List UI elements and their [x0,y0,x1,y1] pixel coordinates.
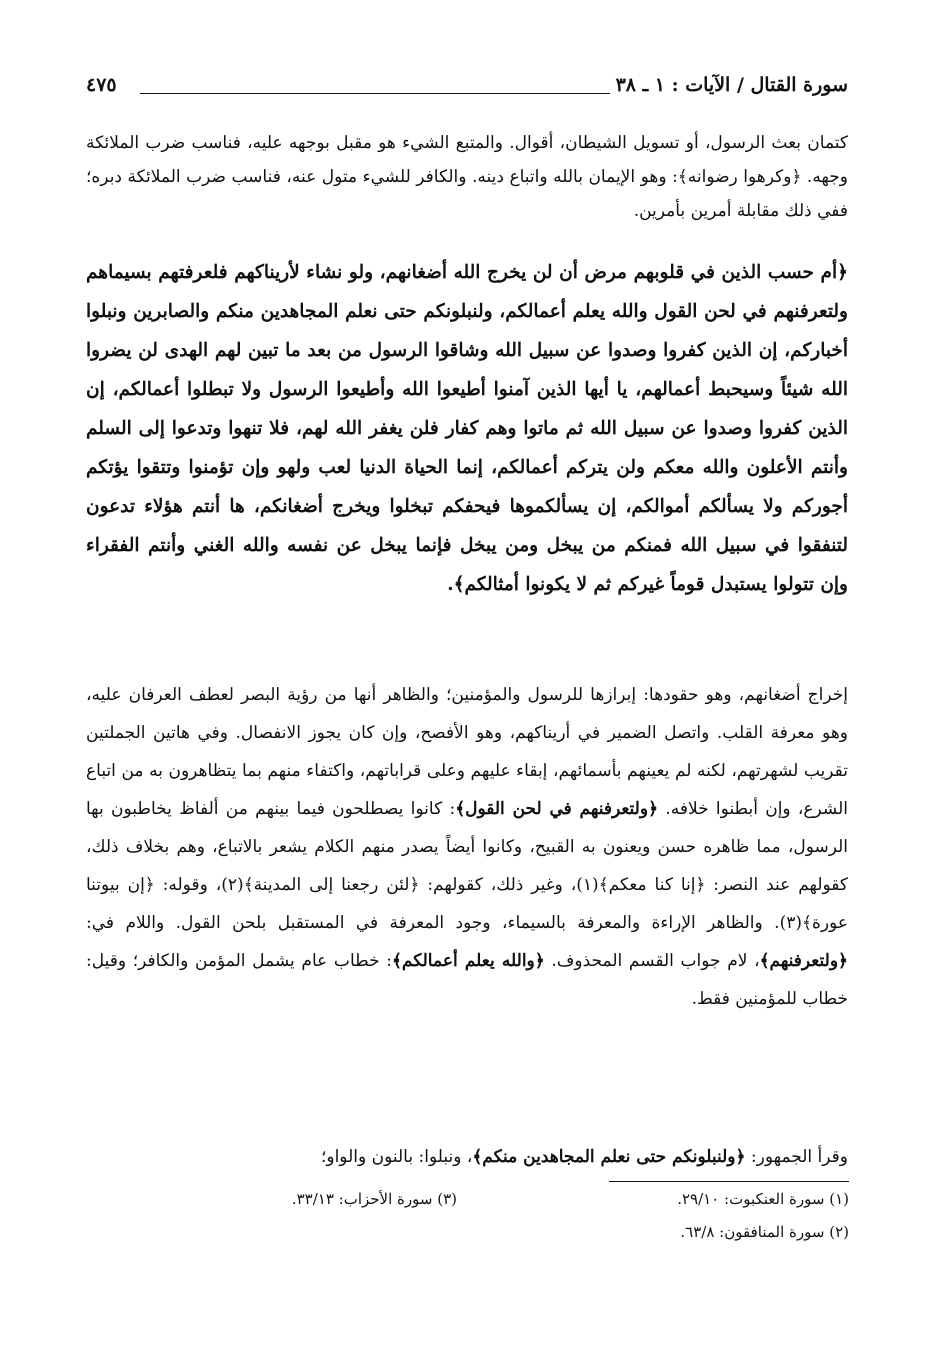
footnote-marker: (٢) [221,875,244,895]
quoted-verse: ﴿والله يعلم أعمالكم﴾ [391,951,545,971]
header-rule [140,93,610,94]
quoted-verse: ﴿ولتعرفنهم في لحن القول﴾ [455,799,659,819]
footnote-2: (٢) سورة المنافقون: ٦٣/٨. [680,1223,849,1241]
paragraph-text: ، ونبلوا: بالنون والواو؛ [320,1147,473,1167]
footnote-marker: (١) [576,875,599,895]
paragraph-text: : كانوا يصطلحون فيما بينهم من ألفاظ يخاطبون بها الرسول، مما ظاهره حسن ويعنون به القبيح، وكانوا أيضاً يصدر منهم الكلام يشعر بالاتباع، وهم بخلاف ذلك، كقولهم عند النصر: ﴿إنا كنا معكم﴾ [86,799,848,895]
paragraph-text: : خطاب عام يشمل المؤمن والكافر؛ وقيل: خطاب للمؤمنين فقط. [86,951,848,1009]
paragraph-text: ، وقوله: ﴿إن بيوتنا عورة﴾ [86,875,848,933]
quoted-verse: ﴿ولتعرفنهم﴾ [759,951,848,971]
quoted-verse: ﴿ولنبلونكم حتى نعلم المجاهدين منكم﴾ [472,1147,746,1167]
footnote-1: (١) سورة العنكبوت: ٢٩/١٠. [677,1190,849,1208]
paragraph-text: إخراج أضغانهم، وهو حقودها: إبرازها للرسول والمؤمنين؛ والظاهر أنها من رؤية البصر لعطف العرفان عليه، وهو معرفة القلب. واتصل الضمير في أريناكهم، وهو الأفصح، وإن كان يجوز الانفصال. وفي هاتين الجملتين تقريب لشهرتهم، لكنه لم يعينهم بأسمائهم، إبقاء عليهم وعلى قراباتهم، واكتفاء منهم بما يتظاهرون به من اتباع الشرع، وإن أبطنوا خلافه. [86,685,848,819]
header-title: سورة القتال / الآيات : ١ ـ ٣٨ [615,74,848,96]
paragraph-text: . والظاهر الإراءة والمعرفة بالسيماء، وجود المعرفة في المستقبل بلحن القول. واللام في: [86,913,780,933]
footnote-3: (٣) سورة الأحزاب: ٣٣/١٣. [291,1190,457,1208]
footnote-rule [609,1181,849,1182]
paragraph-text: ، وغير ذلك، كقولهم: ﴿لئن رجعنا إلى المدينة﴾ [243,875,577,895]
footnote-marker: (٣) [779,913,802,933]
running-header [86,74,848,108]
paragraph-text: ، لام جواب القسم المحذوف. [551,951,760,971]
commentary-paragraph-3 [86,1140,848,1174]
paragraph-text: وقرأ الجمهور: [750,1147,848,1167]
commentary-paragraph-2 [86,676,848,1018]
commentary-paragraph-1: كتمان بعث الرسول، أو تسويل الشيطان، أقوال. والمتبع الشيء هو مقبل بوجهه عليه، فناسب ضرب الملائكة وجهه. ﴿وكرهوا رضوانه﴾: وهو الإيمان بالله واتباع دينه. والكافر للشيء متول عنه، فناسب ضرب الملائكة دبره؛ ففي ذلك مقابلة أمرين بأمرين. [86,133,848,221]
page-number: ٤٧٥ [86,74,117,96]
quran-verses-block: ﴿أم حسب الذين في قلوبهم مرض أن لن يخرج الله أضغانهم، ولو نشاء لأريناكهم فلعرفتهم بسيماهم ولتعرفنهم في لحن القول والله يعلم أعمالكم، ولنبلونكم حتى نعلم المجاهدين منكم والصابرين ونبلوا أخباركم، إن الذين كفروا وصدوا عن سبيل الله وشاقوا الرسول من بعد ما تبين لهم الهدى لن يضروا الله شيئاً وسيحبط أعمالهم، يا أيها الذين آمنوا أطيعوا الله وأطيعوا الرسول ولا تبطلوا أعمالكم، إن الذين كفروا وصدوا عن سبيل الله ثم ماتوا وهم كفار فلن يغفر الله لهم، فلا تنهوا وتدعوا إلى السلم وأنتم الأعلون والله معكم ولن يتركم أعمالكم، إنما الحياة الدنيا لعب ولهو وإن تؤمنوا وتتقوا يؤتكم أجوركم ولا يسألكم أموالكم، إن يسألكموها فيحفكم تبخلوا ويخرج أضغانكم، ها أنتم هؤلاء تدعون لتنفقوا في سبيل الله فمنكم من يبخل ومن يبخل فإنما يبخل عن نفسه والله الغني وأنتم الفقراء وإن تتولوا يستبدل قوماً غيركم ثم لا يكونوا أمثالكم﴾. [86,262,848,595]
